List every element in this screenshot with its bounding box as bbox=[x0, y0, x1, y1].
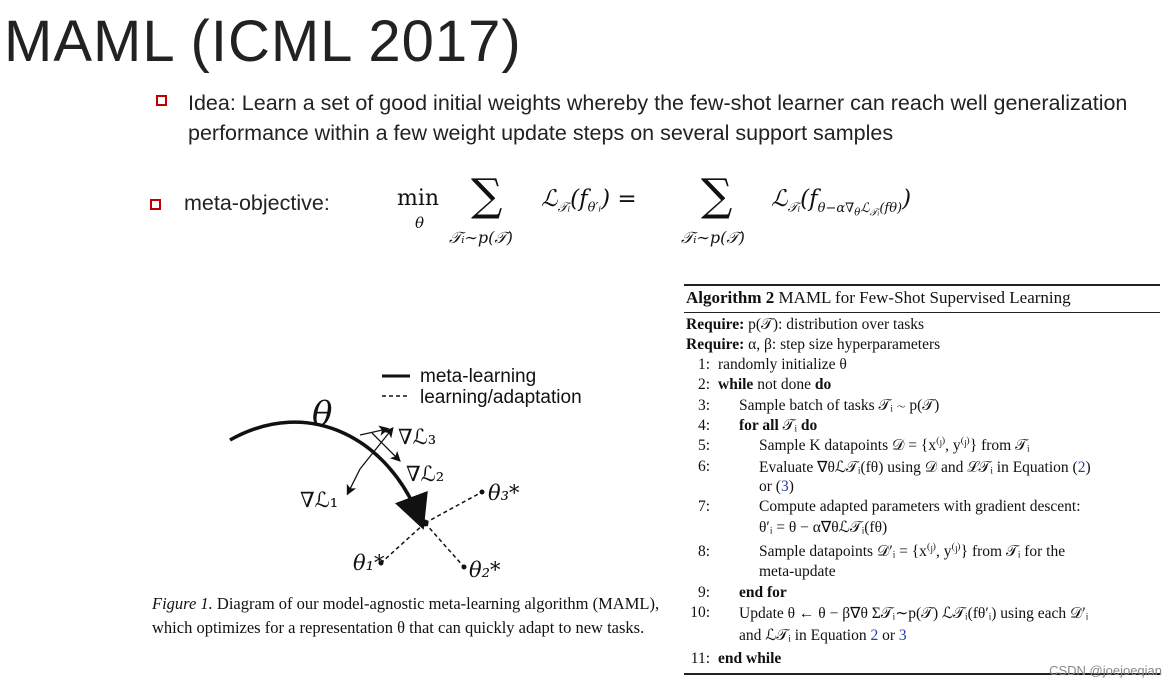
line-number: 8: bbox=[697, 543, 710, 560]
eq-ref-2[interactable]: 2 bbox=[1077, 459, 1086, 476]
grad3-label: ∇ℒ₃ bbox=[398, 425, 437, 449]
algo-line-6a: Evaluate ∇θℒ𝒯ᵢ(fθ) using 𝒟 and ℒ𝒯ᵢ in Equation (2) bbox=[759, 459, 1091, 476]
meta-objective-equation bbox=[395, 172, 1035, 252]
algorithm-box bbox=[684, 284, 1162, 676]
adapt-line-1 bbox=[381, 523, 425, 563]
algo-line-4: for all 𝒯ᵢ do bbox=[739, 417, 818, 434]
algo-line-10b: and ℒ𝒯ᵢ in Equation 2 or 3 bbox=[739, 627, 907, 644]
min-operator: min bbox=[397, 186, 440, 211]
grad1-label: ∇ℒ₁ bbox=[300, 488, 339, 512]
eq-ref-3[interactable]: 3 bbox=[780, 478, 789, 495]
opt3-point bbox=[480, 490, 485, 495]
line-number: 5: bbox=[697, 437, 710, 454]
line-number: 3: bbox=[697, 397, 710, 414]
algo-require-2: Require: α, β: step size hyperparameters bbox=[686, 336, 941, 353]
line-number: 4: bbox=[697, 417, 710, 434]
meta-objective-label: meta-objective: bbox=[184, 191, 330, 215]
figure-caption-text: Diagram of our model-agnostic meta-learning algorithm (MAML), which optimizes for a representation θ that can quickly adapt to new tasks. bbox=[152, 594, 660, 637]
loss-term-right: $ℒ_{𝒯ᵢ}(f_{\theta-\alpha\nabla_\theta ℒ_{𝒯ᵢ}(f\theta)})$ bbox=[771, 186, 912, 219]
algo-line-7b: θ′ᵢ = θ − α∇θℒ𝒯ᵢ(fθ) bbox=[759, 519, 888, 536]
algo-line-1: randomly initialize θ bbox=[718, 356, 847, 373]
sum-symbol-right: ∑ bbox=[701, 170, 733, 221]
eq-ref-2b[interactable]: 2 bbox=[870, 627, 879, 644]
opt1-label: θ₁* bbox=[353, 551, 385, 575]
legend-meta-learning: meta-learning bbox=[420, 366, 537, 387]
bullet-square-icon bbox=[150, 199, 161, 210]
line-number: 10: bbox=[690, 604, 710, 621]
line-number: 1: bbox=[697, 356, 710, 373]
adapt-line-2 bbox=[425, 523, 464, 567]
algo-line-5: Sample K datapoints 𝒟 = {x⁽ʲ⁾, y⁽ʲ⁾} from 𝒯ᵢ bbox=[759, 437, 1030, 454]
eq-ref-3b[interactable]: 3 bbox=[898, 627, 907, 644]
line-number: 11: bbox=[690, 650, 710, 667]
algo-line-8b: meta-update bbox=[759, 563, 836, 580]
sum-subscript-left: 𝒯ᵢ∼p(𝒯) bbox=[449, 228, 513, 247]
algo-top-rule bbox=[684, 284, 1160, 286]
legend-learning-adaptation: learning/adaptation bbox=[420, 387, 582, 408]
idea-bullet-text: Idea: Learn a set of good initial weights whereby the few-shot learner can reach well generalization performance within a few weight update steps on several support samples bbox=[188, 91, 1128, 145]
algo-line-7a: Compute adapted parameters with gradient descent: bbox=[759, 498, 1081, 515]
grad1-arrow bbox=[348, 469, 360, 493]
algo-line-10a: Update θ ← θ − β∇θ Σ𝒯ᵢ∼p(𝒯) ℒ𝒯ᵢ(fθ′ᵢ) using each 𝒟′ᵢ bbox=[739, 605, 1089, 622]
line-number: 9: bbox=[697, 584, 710, 601]
slide-title: MAML (ICML 2017) bbox=[4, 9, 522, 74]
bullet-square-icon bbox=[156, 95, 167, 106]
algo-line-11: end while bbox=[718, 650, 782, 667]
watermark: CSDN @joejoeqian bbox=[1049, 663, 1162, 678]
algo-line-3: Sample batch of tasks 𝒯ᵢ ∼ p(𝒯) bbox=[739, 397, 940, 414]
line-number: 6: bbox=[697, 458, 710, 475]
line-number: 2: bbox=[697, 376, 710, 393]
sum-symbol-left: ∑ bbox=[471, 170, 503, 221]
adapt-line-3 bbox=[425, 492, 482, 523]
opt2-point bbox=[462, 565, 467, 570]
algo-line-6b: or (3) bbox=[759, 478, 794, 495]
figure-label: Figure 1. bbox=[152, 594, 213, 613]
min-subscript: θ bbox=[415, 214, 425, 232]
algo-header: Algorithm 2 MAML for Few-Shot Supervised Learning bbox=[686, 288, 1071, 307]
algo-header-rule bbox=[684, 312, 1160, 313]
algo-line-2: while not done do bbox=[718, 376, 832, 393]
algo-require-1: Require: p(𝒯): distribution over tasks bbox=[686, 316, 925, 333]
algo-line-9: end for bbox=[739, 584, 787, 601]
grad2-label: ∇ℒ₂ bbox=[406, 462, 445, 486]
theta-label: θ bbox=[312, 394, 333, 434]
algo-line-8a: Sample datapoints 𝒟′ᵢ = {x⁽ʲ⁾, y⁽ʲ⁾} from 𝒯ᵢ for the bbox=[759, 543, 1066, 560]
loss-term-left: $ℒ_{𝒯ᵢ}(f_{\theta'ᵢ})$ = bbox=[541, 186, 637, 216]
line-number: 7: bbox=[697, 498, 710, 515]
sum-subscript-right: 𝒯ᵢ∼p(𝒯) bbox=[681, 228, 745, 247]
figure-caption bbox=[152, 592, 667, 639]
opt3-label: θ₃* bbox=[488, 481, 520, 505]
opt2-label: θ₂* bbox=[469, 558, 501, 582]
maml-diagram bbox=[220, 355, 620, 590]
